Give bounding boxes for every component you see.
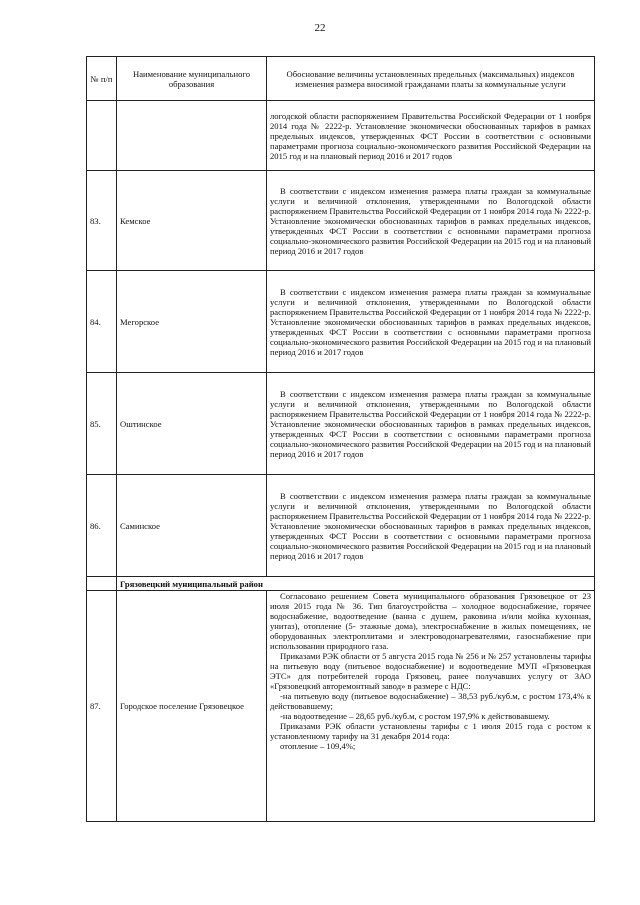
table-row [87,591,595,822]
basis-paragraph: Приказами РЭК области установлены тарифы с 1 июля 2015 года с ростом к установленному тарифу на 31 декабря 2014 года: [270,721,591,741]
basis-paragraph: отопление – 109,4%; [280,741,356,751]
cell-basis [267,101,595,171]
cell-name: Городское поселение Грязовецкое [117,591,267,822]
header-basis: Обоснование величины установленных предельных (максимальных) индексов изменения размера вносимой гражданами платы за коммунальные услуги [267,57,595,101]
cell-num: 84. [87,271,117,373]
table-row [87,271,595,373]
basis-paragraph: Согласовано решением Совета муниципального образования Грязовецкое от 23 июля 2015 года № 36. Тип благоустройства – холодное водоснабжение, горячее водоснабжение, водоотведение (ванна с душем, раковина и/или мойка кухонная, унитаз), отопление (5- этажные дома), электроснабжение в жилых помещениях, не оборудованных электроплитами и электроводонагревателями, газоснабжение при использовании природного газа. [270,591,591,651]
tariff-index-table [86,56,595,822]
header-num: № п/п [87,57,117,101]
district-title: Грязовецкий муниципальный район [117,577,595,591]
cell-num: 86. [87,475,117,577]
cell-name: Саминское [117,475,267,577]
table-row [87,171,595,271]
cell-basis [267,373,595,475]
basis-text: В соответствии с индексом изменения размера платы граждан за коммунальные услуги и величиной отклонения, утвержденными по Вологодской области распоряжением Правительства Российской Федерации от 1 ноября 2014 года № 2222-р. Установление экономически обоснованных тарифов в рамках предельных индексов, утвержденных ФСТ России в соответствии с основными параметрами прогноза социально-экономического развития Российской Федерации на 2015 год и на плановый период 2016 и 2017 годов [270,388,591,459]
cell-num: 85. [87,373,117,475]
basis-text: В соответствии с индексом изменения размера платы граждан за коммунальные услуги и величиной отклонения, утвержденными по Вологодской области распоряжением Правительства Российской Федерации от 1 ноября 2014 года № 2222-р. Установление экономически обоснованных тарифов в рамках предельных индексов, утвержденных ФСТ России в соответствии с основными параметрами прогноза социально-экономического развития Российской Федерации на 2015 год и на плановый период 2016 и 2017 годов [270,490,591,561]
basis-content [270,591,591,821]
cell-basis [267,171,595,271]
cell-empty [87,101,117,171]
cell-num: 83. [87,171,117,271]
page-number: 22 [314,22,326,34]
table-row [87,475,595,577]
cell-name: Оштинское [117,373,267,475]
cell-basis [267,591,595,822]
district-row [87,577,595,591]
cell-name: Мегорское [117,271,267,373]
cell-empty [87,577,117,591]
basis-text: В соответствии с индексом изменения размера платы граждан за коммунальные услуги и величиной отклонения, утвержденными по Вологодской области распоряжением Правительства Российской Федерации от 1 ноября 2014 года № 2222-р. Установление экономически обоснованных тарифов в рамках предельных индексов, утвержденных ФСТ России в соответствии с основными параметрами прогноза социально-экономического развития Российской Федерации на 2015 год и на плановый период 2016 и 2017 годов [270,185,591,256]
cell-num: 87. [87,591,117,822]
table-row-continuation [87,101,595,171]
header-name: Наименование муниципального образования [117,57,267,101]
basis-text: логодской области распоряжением Правительства Российской Федерации от 1 ноября 2014 года № 2222-р. Установление экономически обоснованных тарифов в рамках предельных индексов, утвержденных ФСТ России в соответствии с основными параметрами прогноза социально-экономического развития Российской Федерации на 2015 год и на плановый период 2016 и 2017 годов [270,110,591,161]
basis-paragraph: -на водоотведение – 28,65 руб./куб.м, с ростом 197,9% к действовавшему. [280,711,550,721]
basis-paragraph: -на питьевую воду (питьевое водоснабжение) – 38,53 руб./куб.м, с ростом 173,4% к действовавшему; [270,691,591,711]
cell-basis [267,475,595,577]
cell-name: Кемское [117,171,267,271]
basis-text: В соответствии с индексом изменения размера платы граждан за коммунальные услуги и величиной отклонения, утвержденными по Вологодской области распоряжением Правительства Российской Федерации от 1 ноября 2014 года № 2222-р. Установление экономически обоснованных тарифов в рамках предельных индексов, утвержденных ФСТ России в соответствии с основными параметрами прогноза социально-экономического развития Российской Федерации на 2015 год и на плановый период 2016 и 2017 годов [270,286,591,357]
basis-paragraph: Приказами РЭК области от 5 августа 2015 года № 256 и № 257 установлены тарифы на питьевую воду (питьевое водоснабжение) и водоотведение МУП «Грязовецкая ЭТС» для потребителей города Грязовец, ранее получавших услугу от ЗАО «Грязовецкий авторемонтный завод» в размере с НДС: [270,651,591,691]
table-header-row [87,57,595,101]
table-row [87,373,595,475]
cell-empty [117,101,267,171]
cell-basis [267,271,595,373]
